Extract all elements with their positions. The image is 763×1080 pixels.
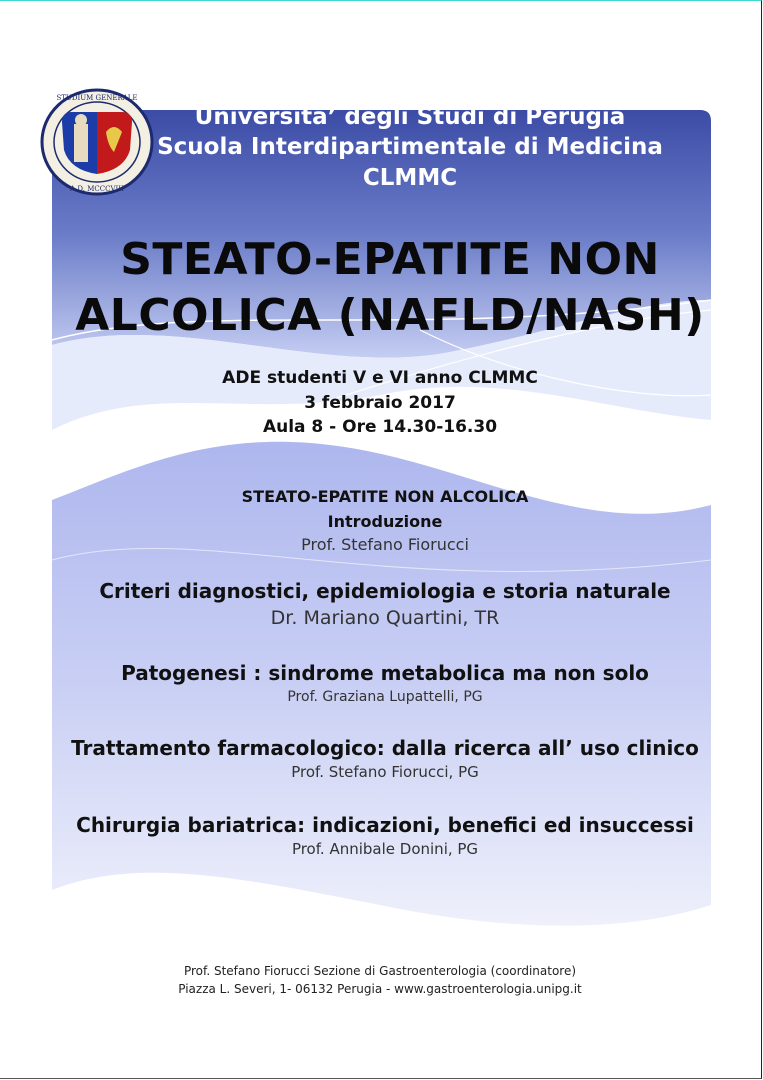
program-item-1-title: STEATO-EPATITE NON ALCOLICA [241,487,529,506]
course-name: CLMMC [362,165,458,191]
program-item-3-speaker: Prof. Graziana Lupattelli, PG [287,689,483,705]
university-name: Universita’ degli Studi di Perugia [194,104,626,130]
event-audience: ADE studenti V e VI anno CLMMC [222,368,538,388]
program-item-2-title: Criteri diagnostici, epidemiologia e storia naturale [99,579,671,603]
program-item-3-title: Patogenesi : sindrome metabolica ma non solo [121,661,649,685]
title-line-1: STEATO-EPATITE NON [120,234,660,285]
event-date: 3 febbraio 2017 [304,393,456,413]
footer-coordinator: Prof. Stefano Fiorucci Sezione di Gastroenterologia (coordinatore) [183,964,577,978]
title-line-2: ALCOLICA (NAFLD/NASH) [75,290,705,341]
program-item-1-speaker: Prof. Stefano Fiorucci [301,535,469,554]
svg-text:STUDIUM GENERALE: STUDIUM GENERALE [56,94,138,102]
program-item-2-speaker: Dr. Mariano Quartini, TR [270,607,500,629]
program-item-5-title: Chirurgia bariatrica: indicazioni, benefici ed insuccessi [76,813,694,837]
program-item-4-title: Trattamento farmacologico: dalla ricerca all’ uso clinico [71,736,699,760]
program-item-4-speaker: Prof. Stefano Fiorucci, PG [291,763,479,781]
program-item-1-subtitle: Introduzione [327,512,443,531]
svg-text:A.D. MCCCVIII: A.D. MCCCVIII [70,185,124,193]
school-name: Scuola Interdipartimentale di Medicina [157,134,663,160]
footer-address: Piazza L. Severi, 1- 06132 Perugia - www.gastroenterologia.unipg.it [178,982,582,996]
event-place-time: Aula 8 - Ore 14.30-16.30 [262,417,498,437]
program-item-5-speaker: Prof. Annibale Donini, PG [291,840,479,858]
